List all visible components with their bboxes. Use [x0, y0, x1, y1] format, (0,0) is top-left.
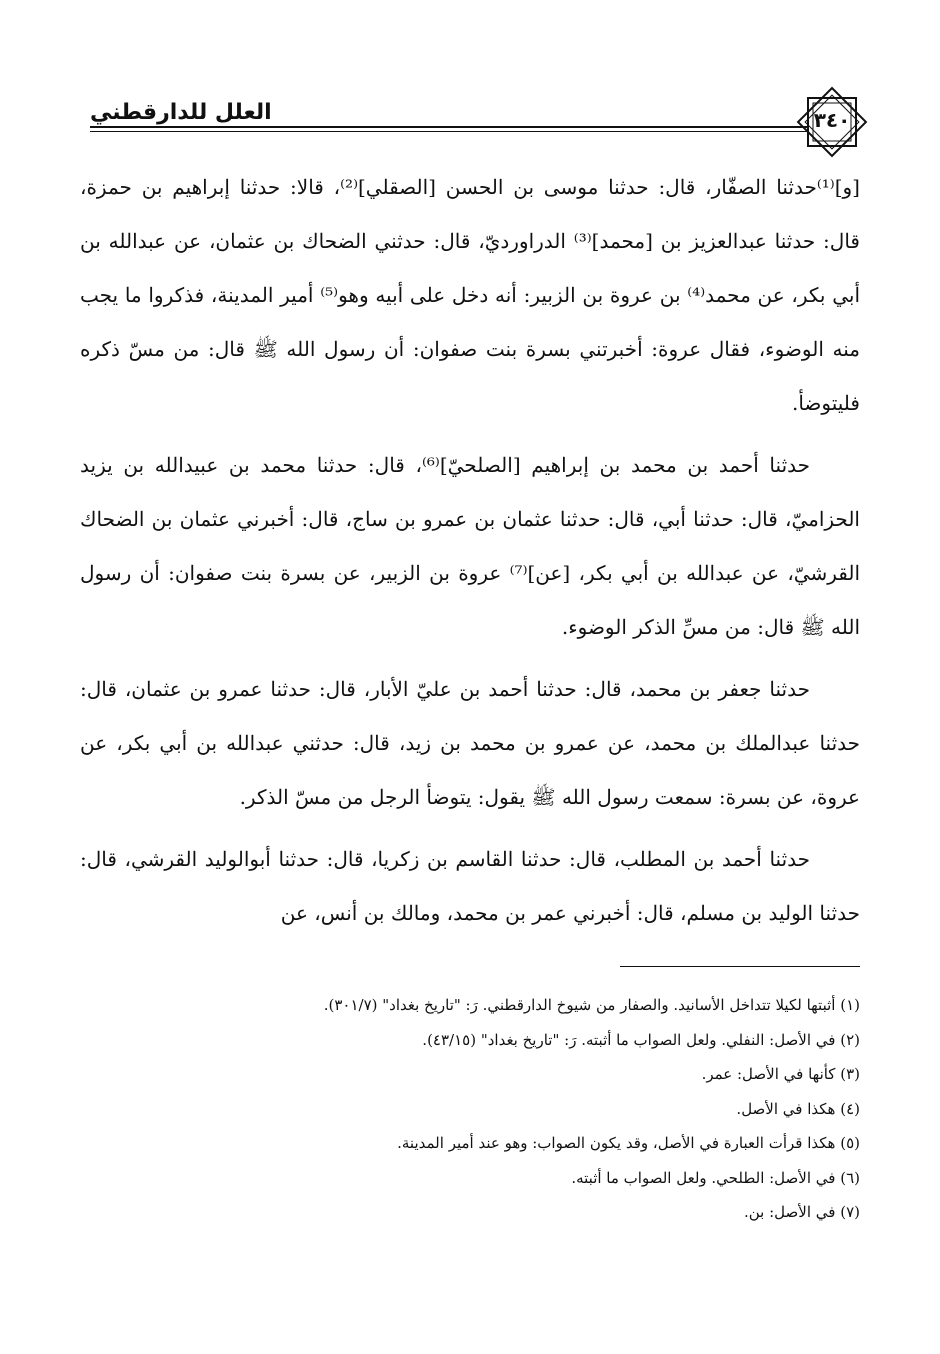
footnote: (٥) هكذا قرأت العبارة في الأصل، وقد يكون الصواب: وهو عند أمير المدينة. — [397, 1134, 860, 1152]
page-number-badge — [794, 84, 870, 160]
paragraph: حدثنا أحمد بن المطلب، قال: حدثنا القاسم بن زكريا، قال: حدثنا أبوالوليد القرشي، قال: حدثنا الوليد بن مسلم، قال: أخبرني عمر بن محمد، ومالك بن أنس، عن — [80, 847, 860, 925]
header-rule-thin — [90, 131, 808, 132]
main-text — [80, 160, 860, 948]
footnote: (١) أثبتها لكيلا تتداخل الأسانيد. والصفار من شيوخ الدارقطني. رَ: "تاريخ بغداد" (٣٠١/٧). — [323, 996, 860, 1014]
footnote: (٢) في الأصل: النفلي. ولعل الصواب ما أثبته. رَ: "تاريخ بغداد" (٤٣/١٥). — [422, 1030, 860, 1049]
footnotes — [80, 988, 860, 1230]
footnote: (٦) في الأصل: الطلحي. ولعل الصواب ما أثبته. — [571, 1168, 860, 1187]
page-number: ٣٤٠ — [813, 108, 851, 132]
page-header — [90, 78, 870, 158]
footnote: (٣) كأنها في الأصل: عمر. — [701, 1065, 860, 1083]
footnote-separator — [620, 966, 860, 967]
paragraph: [و]⁽¹⁾حدثنا الصفّار، قال: حدثنا موسى بن الحسن [الصقلي]⁽²⁾، قالا: حدثنا إبراهيم بن حمزة، قال: حدثنا عبدالعزيز بن [محمد]⁽³⁾ الدراورديّ، قال: حدثني الضحاك بن عثمان، عن عبدالله بن أبي بكر، عن محمد⁽⁴⁾ بن عروة بن الزبير: أنه دخل على أبيه وهو⁽⁵⁾ أمير المدينة، فذكروا ما يجب منه الوضوء، فقال عروة: أخبرتني بسرة بنت صفوان: أن رسول الله ﷺ قال: من مسّ ذكره فليتوضأ. — [80, 175, 861, 415]
footnote: (٧) في الأصل: بن. — [744, 1203, 860, 1221]
book-title: العلل للدارقطني — [90, 100, 272, 125]
footnote: (٤) هكذا في الأصل. — [736, 1099, 860, 1118]
paragraph: حدثنا أحمد بن محمد بن إبراهيم [الصلحيّ]⁽⁶⁾، قال: حدثنا محمد بن عبيدالله بن يزيد الحزاميّ، قال: حدثنا أبي، قال: حدثنا عثمان بن عمرو بن ساج، قال: أخبرني عثمان بن الضحاك القرشيّ، عن عبدالله بن أبي بكر، [عن]⁽⁷⁾ عروة بن الزبير، عن بسرة بنت صفوان: أن رسول الله ﷺ قال: من مسِّ الذكر الوضوء. — [80, 453, 861, 639]
header-rule — [90, 126, 808, 128]
paragraph: حدثنا جعفر بن محمد، قال: حدثنا أحمد بن عليّ الأبار، قال: حدثنا عمرو بن عثمان، قال: حدثنا عبدالملك بن محمد، عن عمرو بن محمد بن زيد، قال: حدثني عبدالله بن أبي بكر، عن عروة، عن بسرة: سمعت رسول الله ﷺ يقول: يتوضأ الرجل من مسّ الذكر. — [80, 677, 860, 809]
